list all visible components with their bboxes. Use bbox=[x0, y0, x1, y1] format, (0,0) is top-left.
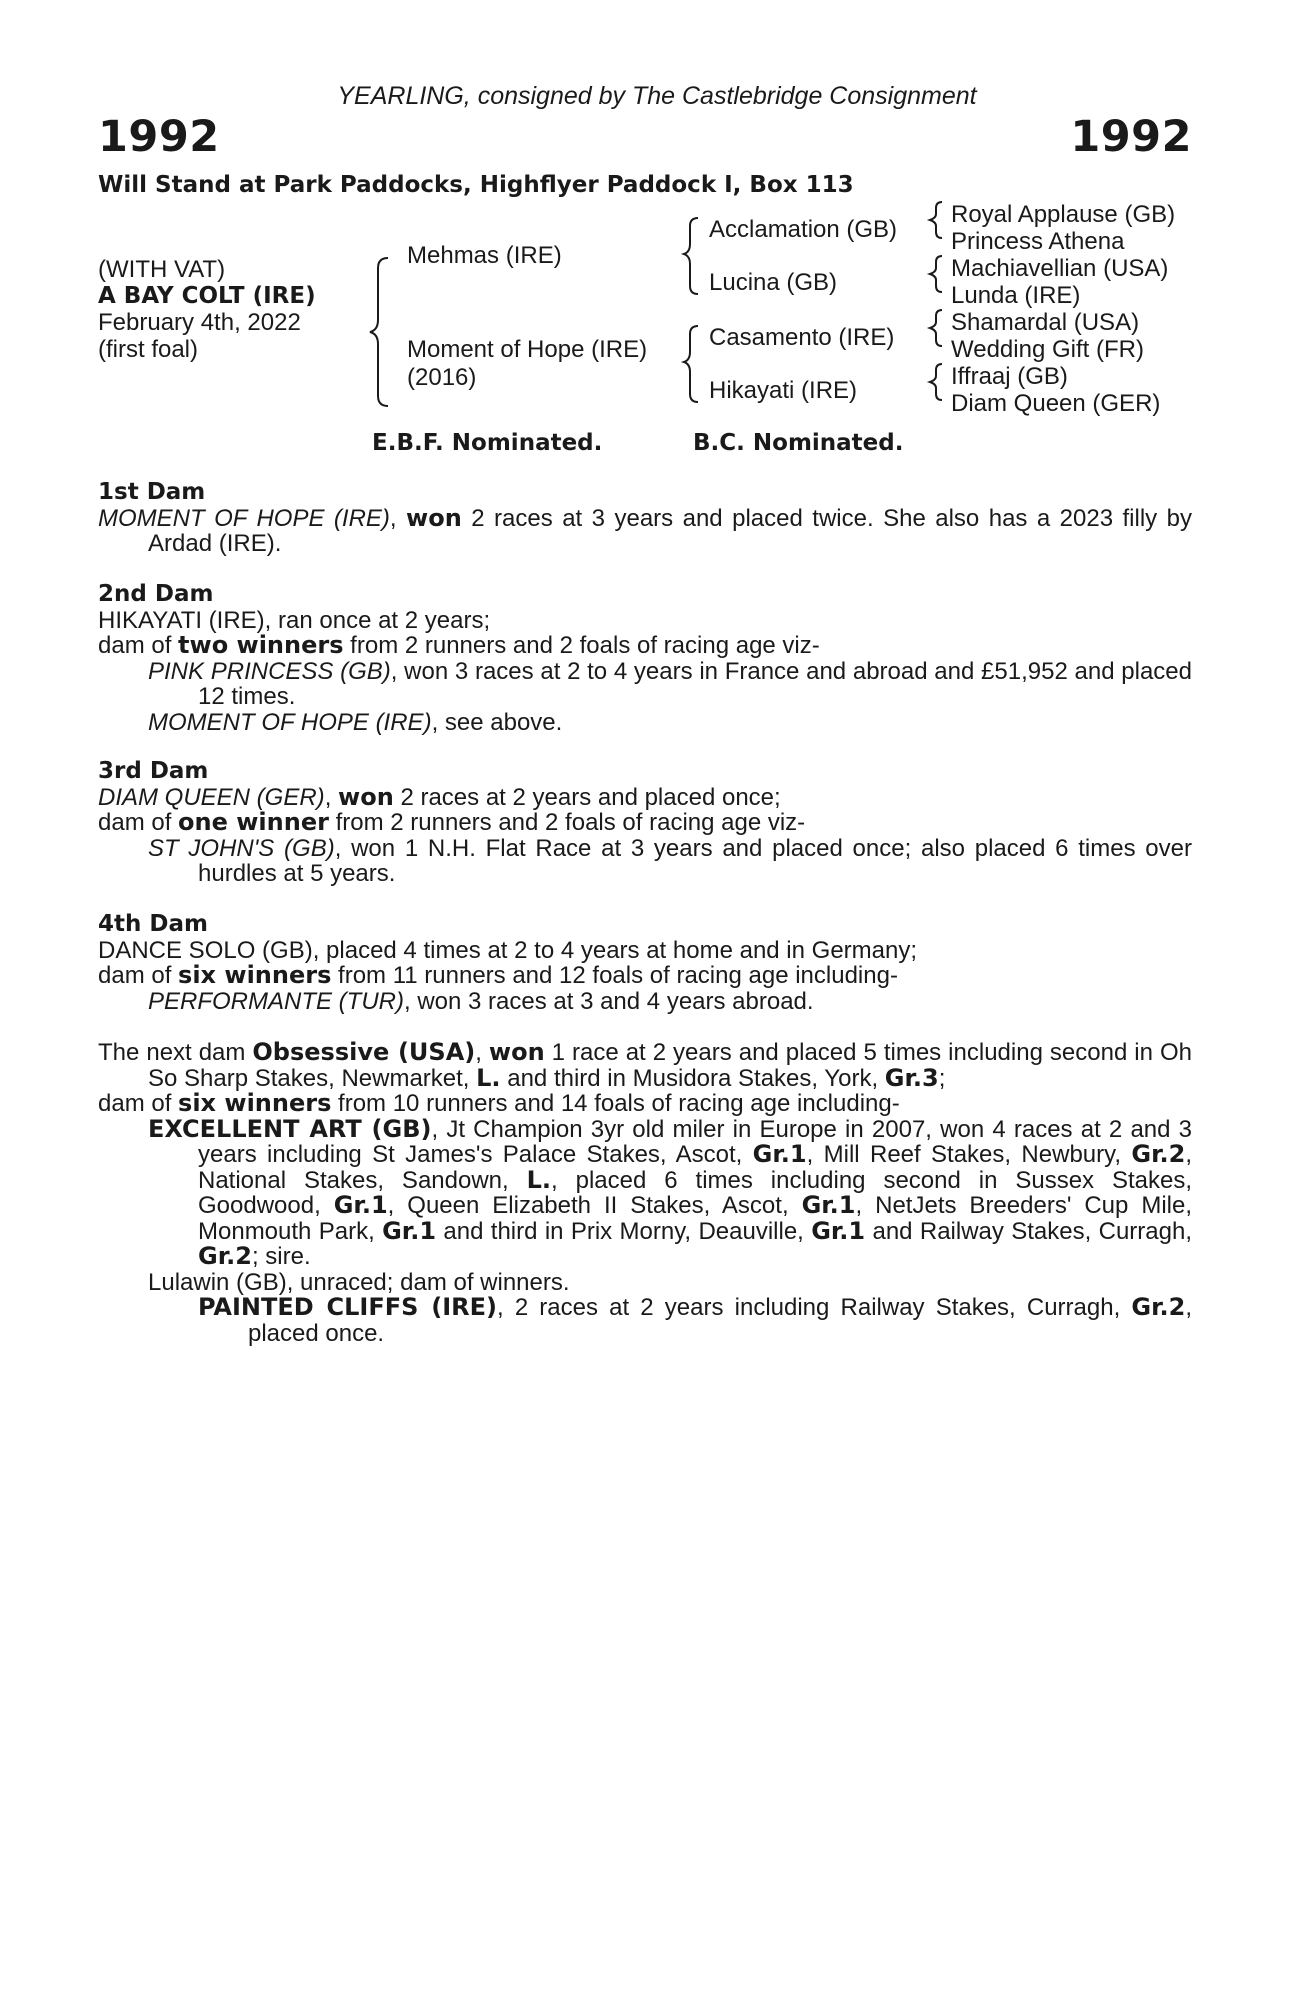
progeny-name: EXCELLENT ART (GB) bbox=[148, 1114, 432, 1143]
dam-of-label: dam of bbox=[98, 632, 179, 659]
dam: Moment of Hope (IRE) bbox=[407, 336, 648, 363]
progeny-name: PERFORMANTE (TUR) bbox=[148, 987, 404, 1015]
horse-name: A BAY COLT (IRE) bbox=[98, 283, 316, 309]
third-dam-name: DIAM QUEEN (GER) bbox=[98, 783, 325, 811]
lot-number-left: 1992 bbox=[98, 112, 220, 162]
record-text: and Railway Stakes, Curragh, bbox=[865, 1217, 1192, 1245]
fourth-dam-heading: 4th Dam bbox=[98, 911, 208, 937]
separator: , bbox=[324, 783, 339, 811]
lot-number-right: 1992 bbox=[1070, 112, 1192, 162]
second-dam-line: HIKAYATI (IRE), ran once at 2 years; bbox=[98, 606, 491, 634]
dam-of-label: dam of bbox=[98, 1090, 179, 1117]
first-dam-won: won bbox=[406, 503, 462, 532]
group-badge: Gr.1 bbox=[811, 1216, 866, 1245]
next-dam-produce-summary bbox=[98, 1091, 1192, 1117]
progeny-painted-cliffs bbox=[98, 1295, 1192, 1346]
record-text: 1 race at 2 years and placed 5 times including second in Oh So Sharp Stakes, Newmarket, bbox=[148, 1039, 1192, 1092]
third-dam-section bbox=[98, 759, 1192, 887]
third-dam-won: won bbox=[338, 782, 394, 811]
first-dam-text: 2 races at 3 years and placed twice. She also has a 2023 filly by Ardad (IRE). bbox=[148, 504, 1192, 557]
winners-count: six winners bbox=[178, 1089, 332, 1117]
record-text: , placed 6 times including second in Sussex Stakes, Goodwood, bbox=[198, 1166, 1193, 1219]
group-badge: Gr.2 bbox=[198, 1242, 252, 1270]
progeny-pink-princess bbox=[98, 659, 1192, 710]
sire-dam: Lucina (GB) bbox=[709, 269, 838, 296]
record-text: and third in Musidora Stakes, York, bbox=[500, 1064, 885, 1092]
group-badge: Gr.2 bbox=[1131, 1293, 1186, 1321]
dam-sire: Casamento (IRE) bbox=[709, 324, 895, 351]
produce-count: from 11 runners and 12 foals of racing age including- bbox=[331, 962, 898, 989]
progeny-record: , won 1 N.H. Flat Race at 3 years and placed once; also placed 6 times over hurdles at 5 years. bbox=[198, 834, 1192, 887]
first-dam-heading: 1st Dam bbox=[98, 479, 206, 505]
next-dam-intro: The next dam bbox=[98, 1039, 253, 1066]
second-dam-produce-summary bbox=[98, 633, 1192, 659]
progeny-name: PAINTED CLIFFS (IRE) bbox=[198, 1293, 497, 1321]
listed-badge: L. bbox=[476, 1063, 501, 1092]
group-badge: Gr.1 bbox=[801, 1191, 856, 1219]
dam-of-label: dam of bbox=[98, 962, 179, 989]
grandsire-1: Royal Applause (GB) bbox=[951, 201, 1176, 228]
group-badge: Gr.1 bbox=[752, 1140, 807, 1168]
dam-of-label: dam of bbox=[98, 809, 179, 836]
second-dam-section bbox=[98, 582, 1192, 735]
next-dam-section bbox=[98, 1040, 1192, 1346]
third-dam-text: 2 races at 2 years and placed once; bbox=[393, 783, 781, 811]
grandsire-3: Shamardal (USA) bbox=[951, 309, 1140, 336]
fourth-dam-section bbox=[98, 912, 1192, 1014]
progeny-moment-of-hope bbox=[98, 710, 1192, 736]
winners-count: six winners bbox=[178, 961, 332, 989]
next-dam-won: won bbox=[488, 1038, 545, 1066]
winners-count: one winner bbox=[178, 808, 329, 836]
produce-count: from 2 runners and 2 foals of racing age viz- bbox=[343, 632, 820, 659]
third-dam-produce-summary bbox=[98, 810, 1192, 836]
first-dam-section bbox=[98, 480, 1192, 557]
progeny-name: PINK PRINCESS (GB) bbox=[148, 657, 391, 685]
listed-badge: L. bbox=[526, 1165, 552, 1194]
progeny-record: , see above. bbox=[431, 708, 563, 736]
group-badge: Gr.1 bbox=[382, 1216, 437, 1245]
grandsire-2: Machiavellian (USA) bbox=[951, 255, 1169, 282]
progeny-name: ST JOHN'S (GB) bbox=[148, 834, 335, 862]
first-dam-name: MOMENT OF HOPE (IRE) bbox=[98, 504, 390, 532]
granddam-1: Princess Athena bbox=[951, 228, 1125, 255]
next-dam-name: Obsessive (USA) bbox=[252, 1038, 476, 1066]
record-text: and third in Prix Morny, Deauville, bbox=[436, 1217, 812, 1245]
group-badge: Gr.3 bbox=[884, 1063, 939, 1092]
progeny-st-johns bbox=[98, 836, 1192, 887]
group-badge: Gr.2 bbox=[1131, 1140, 1186, 1168]
produce-count: from 10 runners and 14 foals of racing age including- bbox=[331, 1090, 900, 1117]
grandsire-4: Iffraaj (GB) bbox=[951, 363, 1068, 390]
dam-dam: Hikayati (IRE) bbox=[709, 377, 858, 404]
ebf-nomination: E.B.F. Nominated. bbox=[372, 430, 603, 456]
record-text: , Mill Reef Stakes, Newbury, bbox=[806, 1141, 1132, 1168]
record-text: , 2 races at 2 years including Railway Stakes, Curragh, bbox=[497, 1294, 1132, 1321]
granddam-3: Wedding Gift (FR) bbox=[951, 336, 1144, 363]
sire-sire: Acclamation (GB) bbox=[709, 216, 898, 243]
second-dam-heading: 2nd Dam bbox=[98, 581, 214, 607]
record-text: ; bbox=[938, 1064, 946, 1092]
sire: Mehmas (IRE) bbox=[407, 242, 562, 269]
consignment-banner: YEARLING, consigned by The Castlebridge Consignment bbox=[337, 82, 977, 110]
third-dam-record bbox=[98, 782, 1192, 811]
bc-nomination: B.C. Nominated. bbox=[693, 430, 904, 456]
dam-foaling-year: (2016) bbox=[407, 364, 477, 391]
group-badge: Gr.1 bbox=[333, 1191, 388, 1219]
progeny-name: MOMENT OF HOPE (IRE) bbox=[148, 708, 432, 736]
foal-note: (first foal) bbox=[98, 336, 199, 363]
progeny-record: , won 3 races at 2 to 4 years in France and abroad and £51,952 and placed 12 times. bbox=[198, 657, 1192, 710]
progeny-record: , won 3 races at 3 and 4 years abroad. bbox=[403, 987, 814, 1015]
fourth-dam-produce-summary bbox=[98, 963, 1192, 989]
separator: , bbox=[475, 1039, 489, 1066]
granddam-2: Lunda (IRE) bbox=[951, 282, 1081, 309]
first-dam-record: MOMENT OF HOPE (IRE), won 2 races at 3 years and placed twice. She also has a 2023 filly by Ardad (IRE). bbox=[98, 503, 1192, 557]
progeny-lulawin: Lulawin (GB), unraced; dam of winners. bbox=[148, 1268, 570, 1296]
record-text: ; sire. bbox=[251, 1243, 311, 1270]
record-text: , placed once. bbox=[248, 1294, 1193, 1347]
record-text: , Queen Elizabeth II Stakes, Ascot, bbox=[387, 1192, 802, 1219]
vat-note: (WITH VAT) bbox=[98, 256, 226, 283]
record-text: , Jt Champion 3yr old miler in Europe in 2007, won 4 races at 2 and 3 years including St James's Palace Stakes, Ascot, bbox=[198, 1115, 1193, 1168]
winners-count: two winners bbox=[178, 631, 344, 659]
foaling-date: February 4th, 2022 bbox=[98, 309, 301, 336]
fourth-dam-line: DANCE SOLO (GB), placed 4 times at 2 to 4 years at home and in Germany; bbox=[98, 936, 918, 964]
next-dam-record bbox=[98, 1040, 1192, 1091]
progeny-performante bbox=[98, 989, 1192, 1015]
produce-count: from 2 runners and 2 foals of racing age viz- bbox=[328, 809, 806, 836]
third-dam-heading: 3rd Dam bbox=[98, 758, 209, 784]
stand-location: Will Stand at Park Paddocks, Highflyer Paddock I, Box 113 bbox=[98, 172, 854, 198]
record-text: , National Stakes, Sandown, bbox=[198, 1141, 1192, 1194]
record-text: , NetJets Breeders' Cup Mile, Monmouth Park, bbox=[198, 1192, 1192, 1245]
granddam-4: Diam Queen (GER) bbox=[951, 390, 1161, 417]
progeny-excellent-art bbox=[98, 1114, 1193, 1270]
